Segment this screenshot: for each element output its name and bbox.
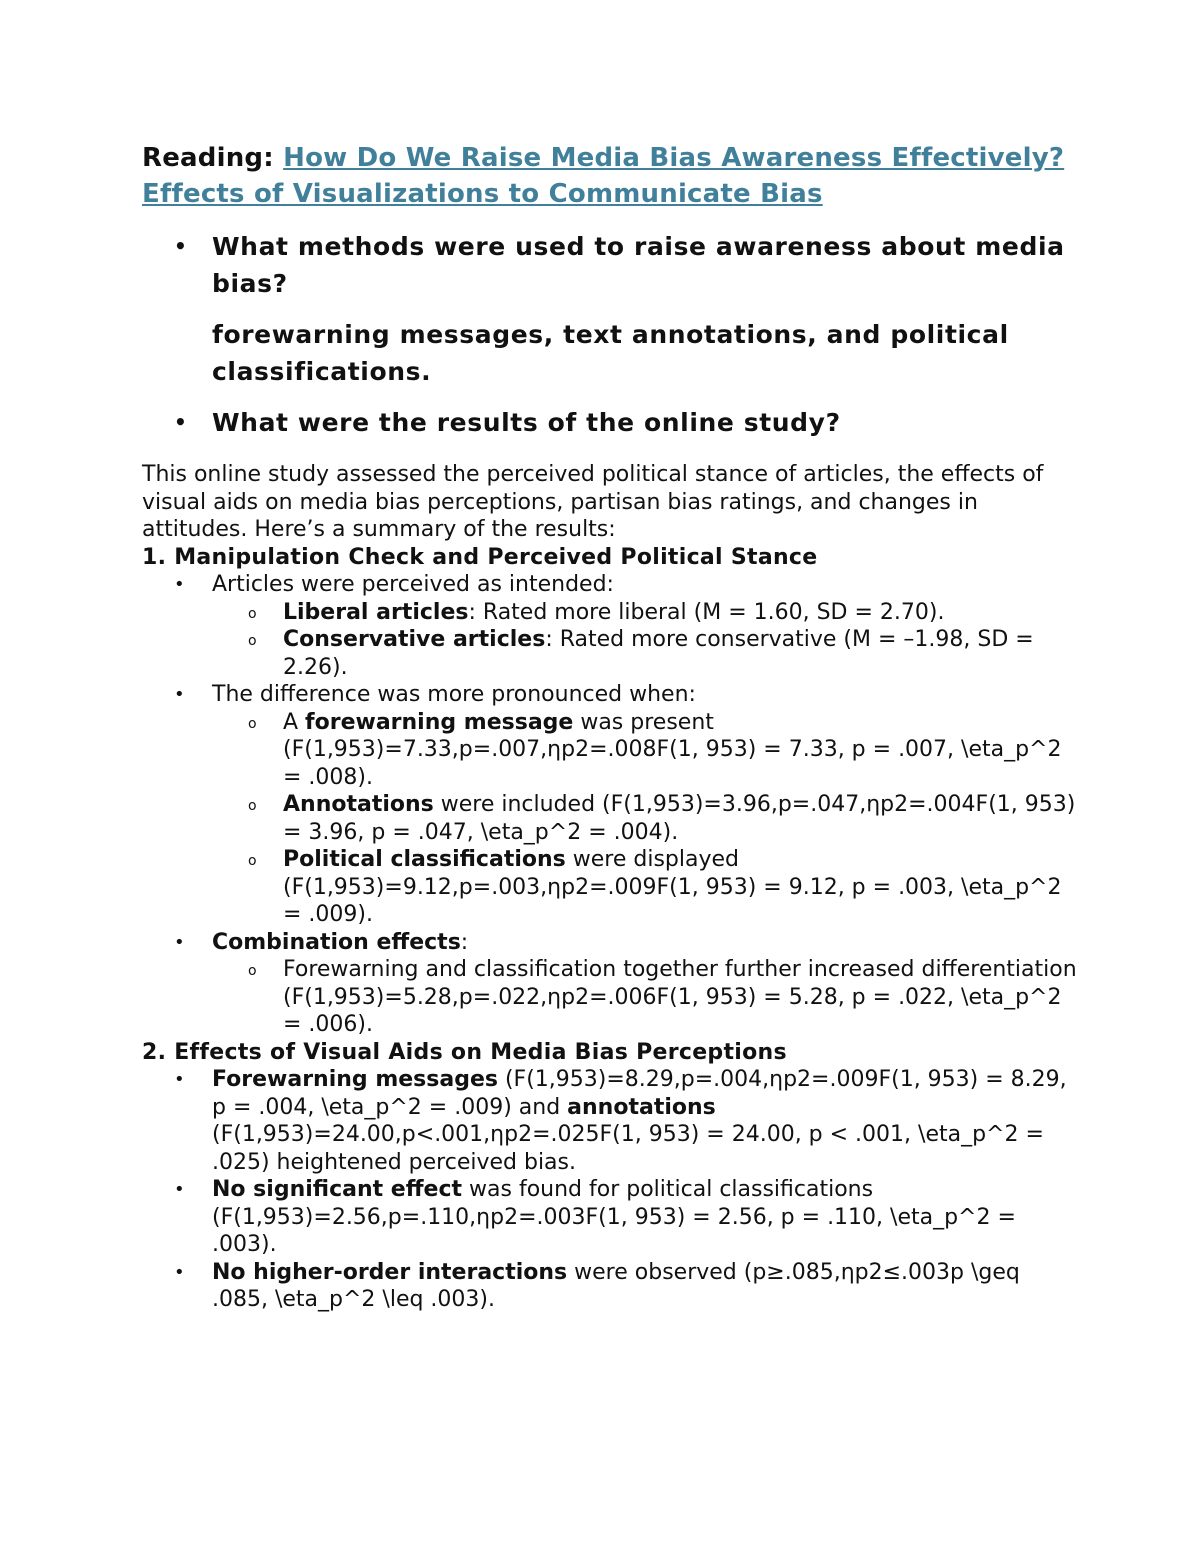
question-list (142, 228, 1082, 441)
item-bold-text: Forewarning messages (212, 1067, 498, 1092)
sub-list-item (142, 791, 1082, 846)
circle-bullet-icon: o (248, 853, 257, 869)
item-bold-text: No significant effect (212, 1177, 463, 1202)
question-text: What were the results of the online study? (212, 408, 841, 437)
bullet-icon: • (174, 234, 188, 258)
item-text: (F(1,953)=24.00,p<.001,ηp2=.025F(1, 953) = 24.00, p < .001, \eta_p^2 = .025) heightened perceived bias. (212, 1122, 1044, 1175)
item-bold-text: forewarning message (305, 709, 574, 735)
answer-text: forewarning messages, text annotations, and political classifications. (212, 320, 1009, 386)
item-text: : Rated more liberal (M = 1.60, SD = 2.70). (468, 599, 945, 625)
section-title: 2. Effects of Visual Aids on Media Bias Perceptions (142, 1039, 787, 1065)
article-link[interactable]: How Do We Raise Media Bias Awareness Effectively? Effects of Visualizations to Communicate Bias (142, 143, 1065, 209)
item-text: was found for political classifications (F(1,953)=2.56,p=.110,ηp2=.003F(1, 953) = 2.56, p = .110, \eta_p^2 = .003). (212, 1177, 1016, 1257)
item-text: Forewarning and classification together further increased differentiation (F(1,953)=5.28,p=.022,ηp2=.006F(1, 953) = 5.28, p = .022, \eta_p^2 = .006). (283, 957, 1077, 1037)
item-text: was present (F(1,953)=7.33,p=.007,ηp2=.008F(1, 953) = 7.33, p = .007, \eta_p^2 = .008). (283, 709, 1062, 790)
item-bold-text: Conservative articles (283, 627, 546, 652)
item-text: (F(1,953)=8.29,p=.004,ηp2=.009F(1, 953) = 8.29, p = .004, \eta_p^2 = .009) and (212, 1067, 1067, 1120)
circle-bullet-icon: o (248, 798, 257, 814)
bullet-icon: • (174, 684, 185, 705)
intro-paragraph: This online study assessed the perceived political stance of articles, the effects of visual aids on media bias perceptions, partisan bias ratings, and changes in attitudes. Here’s a summary of the results: (142, 462, 1044, 542)
circle-bullet-icon: o (248, 715, 257, 732)
item-bold-text: Liberal articles (283, 599, 469, 625)
sub-list-item (142, 956, 1082, 1039)
bullet-icon: • (174, 410, 188, 434)
section-title: 1. Manipulation Check and Perceived Political Stance (142, 544, 818, 570)
list-item (142, 1176, 1082, 1259)
item-text: were observed (p≥.085,ηp2≤.003p \geq .085, \eta_p^2 \leq .003). (212, 1259, 1020, 1312)
sub-list-item (142, 626, 1082, 681)
bullet-icon: • (174, 574, 185, 595)
item-text: The difference was more pronounced when: (212, 682, 696, 707)
bullet-icon: • (174, 931, 185, 953)
circle-bullet-icon: o (248, 605, 257, 622)
bullet-icon: • (174, 1069, 185, 1090)
results-summary (142, 461, 1082, 1314)
item-text: : Rated more conservative (M = –1.98, SD = 2.26). (283, 627, 1034, 680)
item-pre-text: A (283, 709, 306, 735)
bullet-icon: • (174, 1179, 185, 1200)
circle-bullet-icon: o (248, 963, 257, 979)
item-text: were displayed (F(1,953)=9.12,p=.003,ηp2=.009F(1, 953) = 9.12, p = .003, \eta_p^2 = .009). (283, 847, 1062, 927)
sub-list-item (142, 599, 1082, 627)
item-text: were included (F(1,953)=3.96,p=.047,ηp2=.004F(1, 953) = 3.96, p = .047, \eta_p^2 = .004). (283, 792, 1076, 845)
question-item (142, 228, 1082, 390)
question-text: What methods were used to raise awareness about media bias? (212, 232, 1065, 298)
list-item (142, 929, 1082, 957)
bullet-icon: • (174, 1261, 185, 1283)
reading-heading (142, 140, 1102, 212)
sub-list-item (142, 846, 1082, 929)
list-item (142, 1259, 1082, 1314)
item-bold-text: No higher-order interactions (212, 1259, 568, 1285)
list-item (142, 681, 1082, 709)
list-item (142, 571, 1082, 599)
item-bold-text: Annotations (283, 792, 434, 817)
item-bold-text: Combination effects (212, 929, 461, 955)
question-item (142, 404, 1082, 441)
list-item (142, 1066, 1082, 1176)
item-text: Articles were perceived as intended: (212, 572, 614, 597)
item-text: : (460, 929, 469, 955)
circle-bullet-icon: o (248, 633, 257, 649)
sub-list-item (142, 709, 1082, 792)
item-bold-text: Political classifications (283, 847, 566, 872)
reading-label: Reading: (142, 143, 274, 173)
item-bold-text: annotations (567, 1094, 716, 1120)
